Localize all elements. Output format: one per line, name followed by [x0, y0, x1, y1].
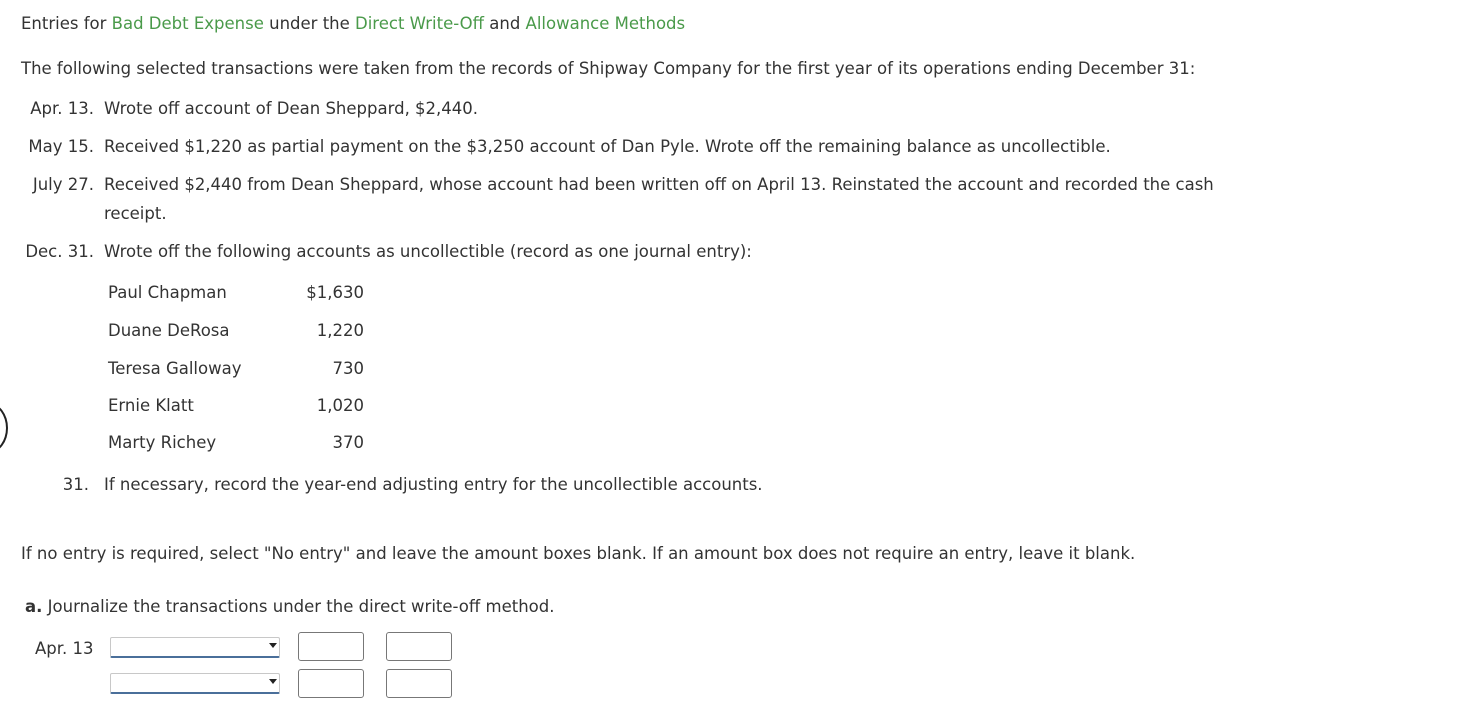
instructions-text: If no entry is required, select "No entry" and leave the amount boxes blank. If an amount box does not require an entry, leave it blank.: [21, 544, 1136, 563]
part-a-text: Journalize the transactions under the direct write-off method.: [47, 597, 555, 616]
direct-write-off-link[interactable]: Direct Write-Off: [355, 14, 484, 33]
intro-text: The following selected transactions were taken from the records of Shipway Company for the first year of its operations ending December 31:: [21, 59, 1196, 78]
account-name: Marty Richey: [108, 433, 217, 452]
account-name: Duane DeRosa: [108, 321, 230, 340]
transaction-date: Dec. 31.: [25, 242, 94, 261]
transaction-text-continued: receipt.: [104, 204, 167, 223]
transaction-text: Received $2,440 from Dean Sheppard, whose account had been written off on April 13. Reinstated the account and recorded the cash: [104, 175, 1214, 194]
chevron-down-icon: [269, 679, 277, 684]
transaction-date: 31.: [62, 475, 89, 494]
account-amount: 1,220: [316, 321, 364, 340]
account-amount: 370: [332, 433, 364, 452]
credit-amount-input[interactable]: [386, 632, 452, 661]
account-amount: 1,020: [316, 396, 364, 415]
edge-circle-icon: [0, 403, 8, 453]
journal-date: Apr. 13: [35, 639, 94, 658]
page-title: [21, 14, 685, 33]
chevron-down-icon: [269, 643, 277, 648]
account-amount: $1,630: [306, 283, 364, 302]
transaction-text: Wrote off the following accounts as uncollectible (record as one journal entry):: [104, 242, 752, 261]
account-select[interactable]: [110, 673, 280, 694]
bad-debt-expense-link[interactable]: Bad Debt Expense: [111, 14, 264, 33]
account-select[interactable]: [110, 637, 280, 658]
account-amount: 730: [332, 359, 364, 378]
credit-amount-input[interactable]: [386, 669, 452, 698]
transaction-date: Apr. 13.: [30, 99, 94, 118]
part-a-label: a.: [25, 597, 43, 616]
allowance-methods-link[interactable]: Allowance Methods: [525, 14, 686, 33]
debit-amount-input[interactable]: [298, 669, 364, 698]
transaction-text: If necessary, record the year-end adjusting entry for the uncollectible accounts.: [104, 475, 763, 494]
transaction-text: Received $1,220 as partial payment on the $3,250 account of Dan Pyle. Wrote off the remaining balance as uncollectible.: [104, 137, 1111, 156]
debit-amount-input[interactable]: [298, 632, 364, 661]
account-name: Paul Chapman: [108, 283, 227, 302]
part-a-heading: [25, 597, 554, 616]
transaction-date: July 27.: [32, 175, 94, 194]
transaction-text: Wrote off account of Dean Sheppard, $2,440.: [104, 99, 479, 118]
title-part3: and: [484, 14, 526, 33]
account-name: Ernie Klatt: [108, 396, 194, 415]
transaction-date: May 15.: [28, 137, 94, 156]
title-part2: under the: [263, 14, 356, 33]
account-name: Teresa Galloway: [108, 359, 242, 378]
title-part1: Entries for: [21, 14, 112, 33]
